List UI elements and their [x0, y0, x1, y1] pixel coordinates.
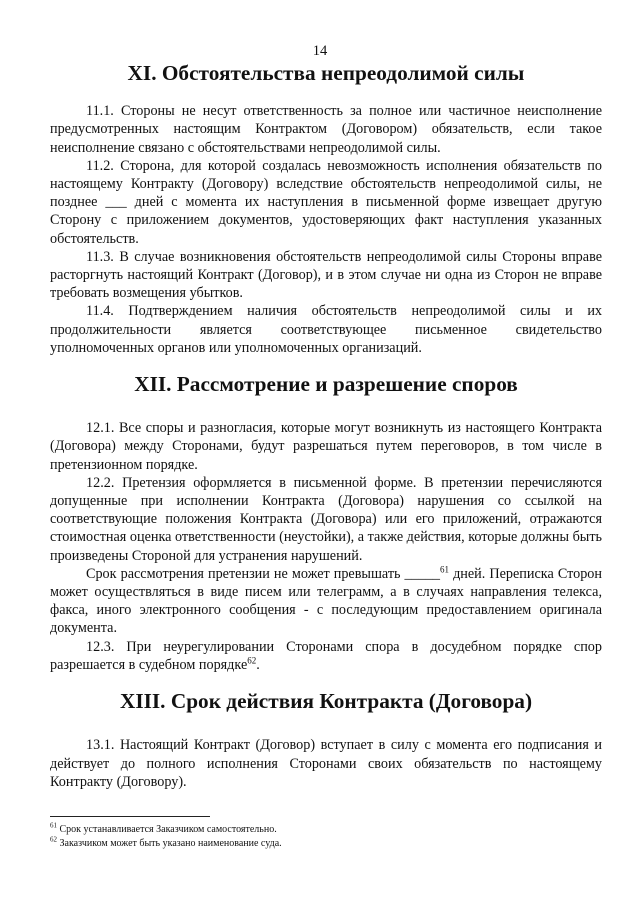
- paragraph-11-3: 11.3. В случае возникновения обстоятельств непреодолимой силы Стороны вправе расторгнуть настоящий Контракт (Договор), и в этом случае ни одна из Сторон не вправе требовать возмещения убытков.: [50, 248, 602, 302]
- paragraph-12-3: [50, 638, 602, 674]
- paragraph-11-4: 11.4. Подтверждением наличия обстоятельств непреодолимой силы и их продолжительности является соответствующее письменное свидетельство уполномоченных органов или уполномоченных организаций.: [50, 303, 602, 356]
- section-title-contract-term: XIII. Срок действия Контракта (Договора): [119, 689, 533, 714]
- paragraph-12-2: 12.2. Претензия оформляется в письменной форме. В претензии перечисляются допущенные при исполнении Контракта (Договора) нарушения со ссылкой на соответствующие положения Контракта (Договора) или его приложений, отражаются стоимостная оценка ответственности (неустойки), а также действия, которые должны быть произведены Стороной для устранения нарушений.: [50, 474, 602, 564]
- footnote-ref-61[interactable]: 61: [440, 564, 450, 575]
- footnote-text: Заказчиком может быть указано наименование суда.: [57, 838, 282, 849]
- paragraph-12-2-term-start: Срок рассмотрения претензии не может превышать _____: [86, 565, 441, 582]
- footnote-ref-62[interactable]: 62: [247, 655, 257, 666]
- footnote-61: [50, 823, 602, 837]
- page-number: 14: [312, 43, 328, 59]
- section-title-disputes: XII. Рассмотрение и разрешение споров: [134, 372, 518, 397]
- paragraph-11-2: 11.2. Сторона, для которой создалась невозможность исполнения обязательств по настоящему Контракту (Договору) вследствие обстоятельств непреодолимой силы, не позднее ___ дней с момента их наступления в письменной форме извещает другую Сторону с приложением документов, удостоверяющих факт наступления указанных обстоятельств.: [50, 157, 602, 247]
- section-title-force-majeure: XI. Обстоятельства непреодолимой силы: [127, 61, 525, 85]
- document-body: [50, 61, 602, 791]
- footnote-number: 62: [50, 835, 57, 844]
- footnote-divider: [50, 816, 210, 817]
- paragraph-12-1: 12.1. Все споры и разногласия, которые могут возникнуть из настоящего Контракта (Договора) между Сторонами, будут разрешаться путем переговоров, в том числе в претензионном порядке.: [50, 420, 602, 473]
- paragraph-12-2-term: [50, 565, 602, 638]
- footnotes: [50, 823, 602, 851]
- footnote-62: [50, 837, 602, 851]
- paragraph-12-2-term-end: дней. Переписка Сторон может осуществляться в виде писем или телеграмм, а в случаях направления телекса, факса, иного электронного сообщения - с последующим предоставлением оригинала документа.: [50, 565, 602, 637]
- paragraph-13-1: 13.1. Настоящий Контракт (Договор) вступает в силу с момента его подписания и действует до полного исполнения Сторонами своих обязательств по настоящему Контракту (Договору).: [50, 737, 602, 790]
- footnote-number: 61: [50, 821, 57, 830]
- paragraph-12-3-end: .: [256, 656, 260, 673]
- paragraph-11-1: 11.1. Стороны не несут ответственность за полное или частичное неисполнение предусмотренных настоящим Контрактом (Договором) обязательств, если такое неисполнение связано с обстоятельствами непреодолимой силы.: [50, 103, 602, 156]
- paragraph-12-3-text: 12.3. При неурегулировании Сторонами спора в досудебном порядке спор разрешается в судебном порядке: [50, 638, 602, 673]
- footnote-text: Срок устанавливается Заказчиком самостоятельно.: [57, 824, 277, 835]
